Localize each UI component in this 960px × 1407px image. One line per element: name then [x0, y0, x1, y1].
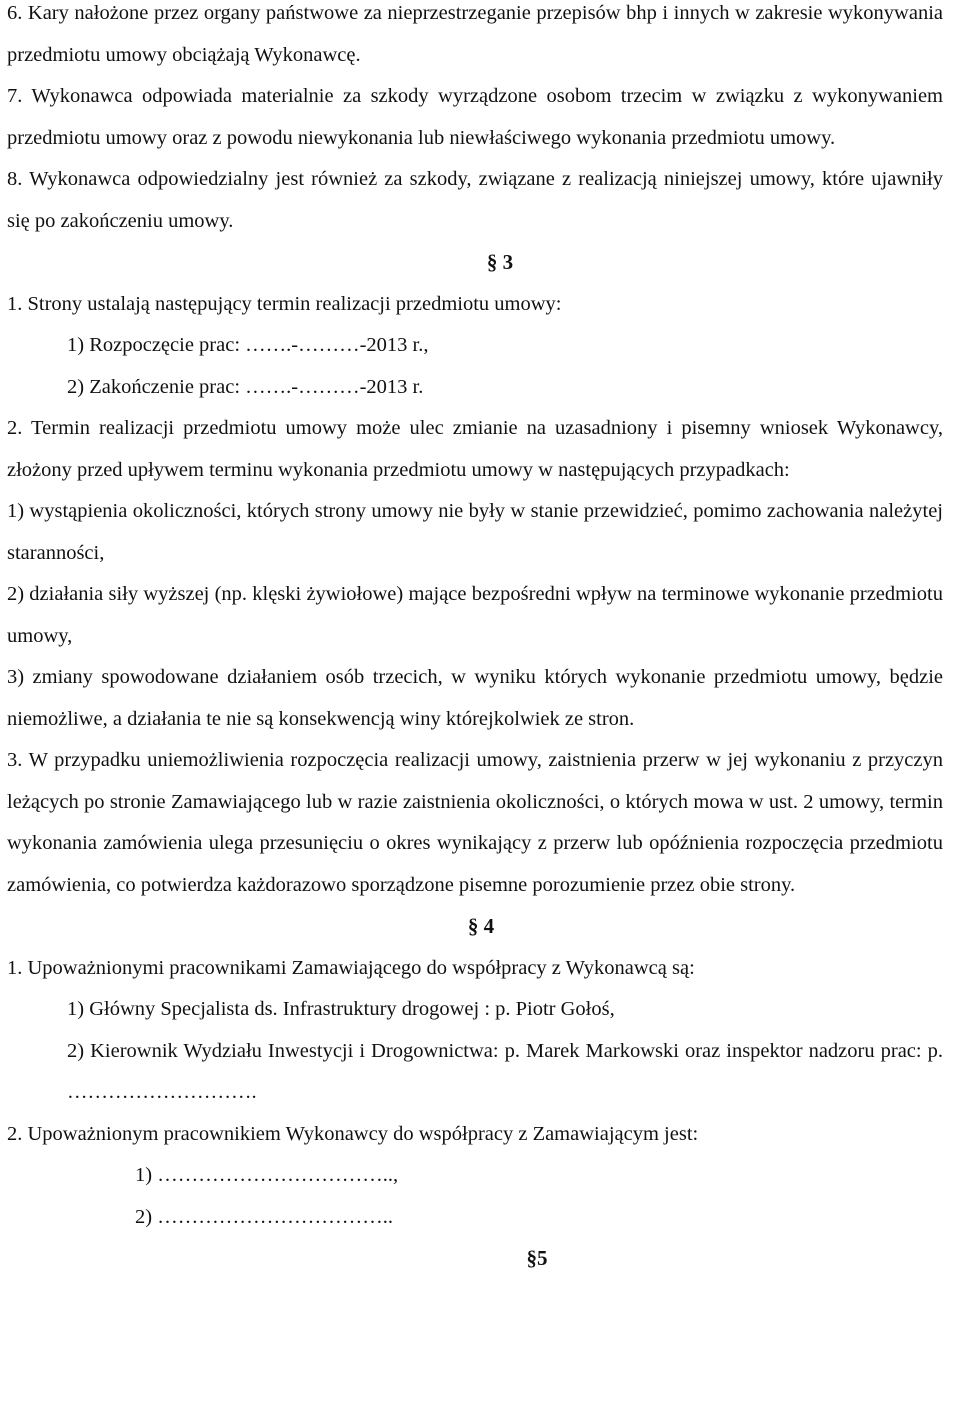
- section-4-item-2-2: 2) ……………………………..: [135, 1205, 393, 1228]
- paragraph-6: 6. Kary nałożone przez organy państwowe za nieprzestrzeganie przepisów bhp i innych w zakresie wykonywania przedmiotu umowy obciążają Wykonawcę.: [7, 2, 943, 66]
- section-4-item-1-2: 2) Kierownik Wydziału Inwestycji i Drogownictwa: p. Marek Markowski oraz inspektor nadzoru prac: p. ……………………….: [67, 1039, 943, 1103]
- paragraph-8: 8. Wykonawca odpowiedzialny jest również za szkody, związane z realizacją niniejszej umowy, które ujawniły się po zakończeniu umowy.: [7, 168, 943, 232]
- section-4-item-2: 2. Upoważnionym pracownikiem Wykonawcy do współpracy z Zamawiającym jest:: [7, 1122, 699, 1145]
- section-4-item-1-1: 1) Główny Specjalista ds. Infrastruktury drogowej : p. Piotr Gołoś,: [67, 998, 615, 1020]
- section-3-heading: § 3: [486, 250, 514, 274]
- section-4-item-1: 1. Upoważnionymi pracownikami Zamawiającego do współpracy z Wykonawcą są:: [7, 956, 695, 979]
- section-5-heading: §5: [526, 1246, 548, 1270]
- section-4-heading: § 4: [467, 914, 495, 938]
- section-3-item-1-2: 2) Zakończenie prac: …….-………-2013 r.: [67, 375, 424, 398]
- document-page: [7, 0, 943, 1280]
- paragraph-7: 7. Wykonawca odpowiada materialnie za szkody wyrządzone osobom trzecim w związku z wykonywaniem przedmiotu umowy oraz z powodu niewykonania lub niewłaściwego wykonania przedmiotu umowy.: [7, 85, 943, 149]
- section-3-item-2: 2. Termin realizacji przedmiotu umowy może ulec zmianie na uzasadniony i pisemny wniosek Wykonawcy, złożony przed upływem terminu wykonania przedmiotu umowy w następujących przypadkach:: [7, 417, 943, 481]
- section-3-item-1-1: 1) Rozpoczęcie prac: …….-………-2013 r.,: [67, 334, 429, 356]
- section-3-item-3: 3. W przypadku uniemożliwienia rozpoczęcia realizacji umowy, zaistnienia przerw w jej wykonaniu z przyczyn leżących po stronie Zamawiającego lub w razie zaistnienia okoliczności, o których mowa w ust. 2 umowy, termin wykonania zamówienia ulega przesunięciu o okres wynikający z przerw lub opóźnienia rozpoczęcia przedmiotu zamówienia, co potwierdza każdorazowo sporządzone pisemne porozumienie przez obie strony.: [7, 749, 943, 896]
- section-3-item-2-1: 1) wystąpienia okoliczności, których strony umowy nie były w stanie przewidzieć, pomimo zachowania należytej staranności,: [7, 500, 943, 564]
- section-3-item-2-2: 2) działania siły wyższej (np. klęski żywiołowe) mające bezpośredni wpływ na terminowe wykonanie przedmiotu umowy,: [7, 583, 943, 647]
- section-3-item-2-3: 3) zmiany spowodowane działaniem osób trzecich, w wyniku których wykonanie przedmiotu umowy, będzie niemożliwe, a działania te nie są konsekwencją winy którejkolwiek ze stron.: [7, 666, 943, 730]
- section-4-item-2-1: 1) ……………………………..,: [135, 1164, 399, 1186]
- section-3-item-1: 1. Strony ustalają następujący termin realizacji przedmiotu umowy:: [7, 292, 562, 315]
